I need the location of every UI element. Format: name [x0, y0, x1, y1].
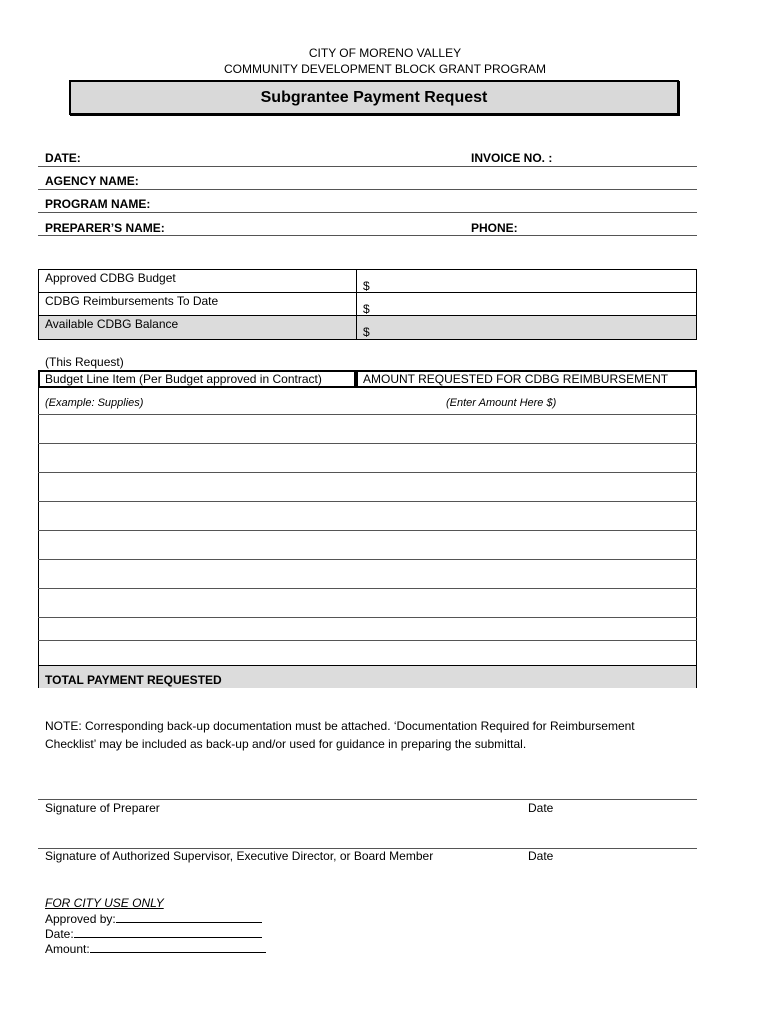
request-caption: (This Request) — [45, 355, 124, 369]
invoice-label: INVOICE NO. : — [471, 151, 553, 165]
preparer-signature-label: Signature of Preparer — [45, 801, 160, 815]
approved-by-field[interactable] — [116, 911, 262, 923]
table-row[interactable] — [38, 530, 697, 531]
city-date-row — [45, 926, 262, 941]
preparer-date-label: Date — [528, 801, 554, 815]
city-date-label: Date: — [45, 927, 74, 941]
approved-by-row — [45, 911, 262, 926]
budget-value-available[interactable]: $ — [363, 325, 370, 339]
table-row[interactable] — [38, 472, 697, 473]
program-label: PROGRAM NAME: — [45, 197, 151, 211]
table-row[interactable] — [38, 617, 697, 618]
agency-label: AGENCY NAME: — [45, 174, 139, 188]
table-row[interactable] — [38, 559, 697, 560]
supervisor-date-label: Date — [528, 849, 554, 863]
preparer-label: PREPARER’S NAME: — [45, 221, 165, 235]
budget-label-approved: Approved CDBG Budget — [45, 271, 176, 285]
amount-label: Amount: — [45, 942, 90, 956]
table-row[interactable] — [38, 414, 697, 415]
col2-header: AMOUNT REQUESTED FOR CDBG REIMBURSEMENT — [363, 372, 669, 386]
title-box — [69, 80, 679, 115]
header-line1: CITY OF MORENO VALLEY — [308, 46, 462, 60]
example-right: (Enter Amount Here $) — [446, 397, 557, 409]
table-row[interactable] — [38, 588, 697, 589]
budget-value-approved[interactable]: $ — [363, 279, 370, 293]
header-line2: COMMUNITY DEVELOPMENT BLOCK GRANT PROGRAM — [223, 62, 547, 76]
note-line1: NOTE: Corresponding back-up documentation must be attached. ‘Documentation Required for Reimbursement — [45, 719, 635, 733]
preparer-line[interactable] — [38, 235, 697, 236]
table-row[interactable] — [38, 443, 697, 444]
amount-row — [45, 941, 266, 956]
col1-header: Budget Line Item (Per Budget approved in Contract) — [45, 372, 322, 386]
program-line[interactable] — [38, 212, 697, 213]
city-use-heading: FOR CITY USE ONLY — [45, 896, 164, 910]
budget-label-reimbursed: CDBG Reimbursements To Date — [45, 294, 219, 308]
agency-line[interactable] — [38, 189, 697, 190]
amount-field[interactable] — [90, 941, 266, 953]
preparer-signature-line[interactable] — [38, 799, 697, 800]
date-line[interactable] — [38, 166, 697, 167]
note-line2: Checklist’ may be included as back-up and/or used for guidance in preparing the submittal. — [45, 737, 527, 751]
date-label: DATE: — [45, 151, 81, 165]
budget-col-divider — [356, 269, 357, 340]
table-row[interactable] — [38, 501, 697, 502]
budget-value-reimbursed[interactable]: $ — [363, 302, 370, 316]
approved-by-label: Approved by: — [45, 912, 116, 926]
supervisor-signature-label: Signature of Authorized Supervisor, Executive Director, or Board Member — [45, 849, 434, 863]
budget-label-available: Available CDBG Balance — [45, 317, 179, 331]
example-left: (Example: Supplies) — [45, 397, 144, 409]
page-title: Subgrantee Payment Request — [260, 88, 488, 106]
total-label: TOTAL PAYMENT REQUESTED — [45, 673, 222, 687]
table-row[interactable] — [38, 640, 697, 641]
phone-label: PHONE: — [471, 221, 518, 235]
city-date-field[interactable] — [74, 926, 262, 938]
